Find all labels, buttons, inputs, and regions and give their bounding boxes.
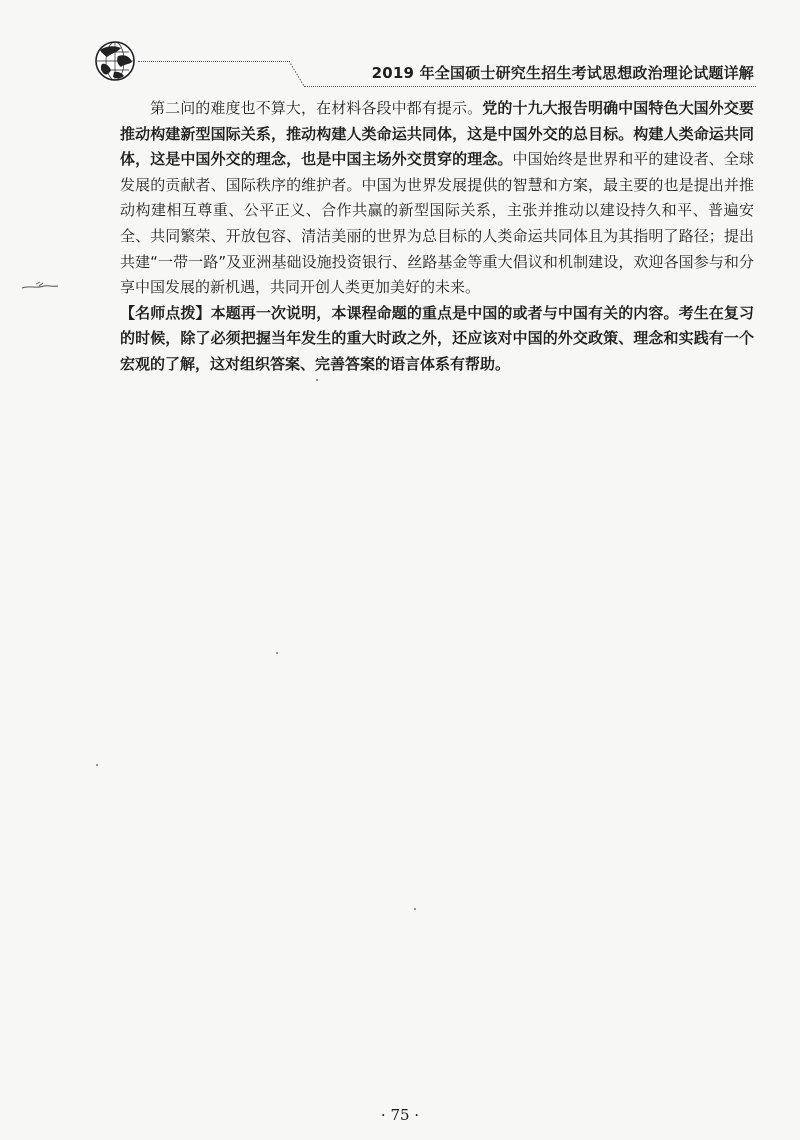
main-content [120, 96, 754, 378]
paragraph-intro: 第二问的难度也不算大，在材料各段中都有提示。 [150, 99, 483, 117]
page-number: · 75 · [380, 1106, 420, 1124]
scan-speck [316, 379, 318, 381]
header-rule-slant [289, 61, 305, 87]
globe-icon [94, 40, 136, 82]
paragraph-body: 中国始终是世界和平的建设者、全球发展的贡献者、国际秩序的维护者。中国为世界发展提供的智慧和方案，最主要的也是提出并推动构建相互尊重、公平正义、合作共赢的新型国际关系，主张并推动以建设持久和平、普遍安全、共同繁荣、开放包容、清洁美丽的世界为总目标的人类命运共同体且为其指明了路径；提出共建“一带一路”及亚洲基础设施投资银行、丝路基金等重大倡议和机制建设，欢迎各国参与和分享中国发展的新机遇，共同开创人类更加美好的未来。 [120, 150, 754, 297]
scan-speck [276, 652, 278, 654]
teacher-tip-text: 本题再一次说明，本课程命题的重点是中国的或者与中国有关的内容。考生在复习的时候，除了必须把握当年发生的重大时政之外，还应该对中国的外交政策、理念和实践有一个宏观的了解，这对组织答案、完善答案的语言体系有帮助。 [120, 303, 754, 373]
teacher-tip-paragraph [120, 301, 754, 378]
margin-mark [20, 280, 60, 292]
header-rule-top [138, 61, 290, 62]
teacher-tip-label: 【名师点拨】 [120, 303, 211, 322]
header-title: 2019 年全国硕士研究生招生考试思想政治理论试题详解 [371, 64, 754, 82]
paragraph-key-points: 党的十九大报告明确中国特色大国外交要推动构建新型国际关系，推动构建人类命运共同体，这是中国外交的总目标。构建人类命运共同体，这是中国外交的理念，也是中国主场外交贯穿的理念。 [120, 99, 754, 169]
answer-paragraph [120, 96, 754, 301]
scan-speck [414, 908, 416, 910]
header-rule-bottom [304, 86, 756, 87]
scan-speck [96, 764, 98, 766]
